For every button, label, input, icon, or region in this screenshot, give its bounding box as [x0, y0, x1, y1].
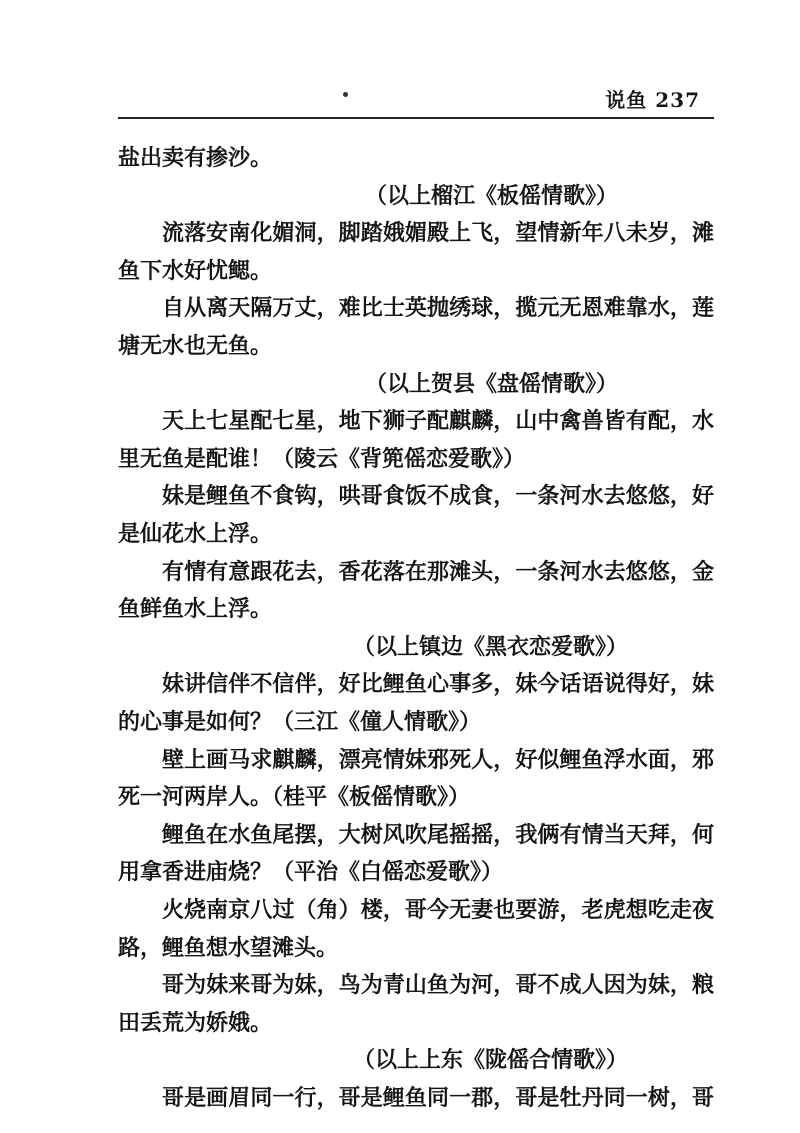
text-line: 路，鲤鱼想水望滩头。	[118, 935, 339, 961]
text-line: 妹是鲤鱼不食钩，哄哥食饭不成食，一条河水去悠悠，好	[162, 483, 714, 509]
text-line: 壁上画马求麒麟，漂亮情妹邪死人，好似鲤鱼浮水面，邪	[162, 747, 714, 773]
text-line: 田丢荒为娇娥。	[118, 1010, 273, 1036]
text-line: 自从离天隔万丈，难比士英抛绣球，揽元无恩难靠水，莲	[162, 295, 714, 321]
text-line: 鲤鱼在水鱼尾摆，大树风吹尾摇摇，我俩有情当天拜，何	[162, 822, 714, 848]
text-line: 是仙花水上浮。	[118, 521, 273, 547]
text-line: 鱼下水好忧鳃。	[118, 258, 273, 284]
source-attribution: （以上贺县《盘傜情歌》）	[364, 371, 618, 397]
text-line: 盐出卖有掺沙。	[118, 145, 273, 171]
text-line: 死一河两岸人。（桂平《板傜情歌》）	[118, 784, 471, 810]
source-attribution: （以上镇边《黑衣恋爱歌》）	[352, 634, 628, 660]
text-line: 哥是画眉同一行，哥是鲤鱼同一郡，哥是牡丹同一树，哥	[162, 1085, 714, 1111]
text-line: 妹讲信伴不信伴，好比鲤鱼心事多，妹今话语说得好，妹	[162, 671, 714, 697]
source-attribution: （以上上东《陇傜合情歌》）	[352, 1047, 628, 1073]
text-line: 火烧南京八过（角）楼，哥今无妻也要游，老虎想吃走夜	[162, 897, 714, 923]
text-line: 流落安南化媚洞，脚踏娥媚殿上飞，望情新年八未岁，滩	[162, 220, 714, 246]
text-line: 塘无水也无鱼。	[118, 333, 273, 359]
header-rule	[118, 117, 714, 119]
print-speck	[343, 92, 348, 97]
text-line: 的心事是如何？（三江《僮人情歌》）	[118, 709, 482, 735]
text-line: 哥为妹来哥为妹，鸟为青山鱼为河，哥不成人因为妹，粮	[162, 972, 714, 998]
running-header: 说鱼 237	[605, 88, 700, 112]
text-line: 鱼鲜鱼水上浮。	[118, 596, 273, 622]
text-line: 天上七星配七星，地下狮子配麒麟，山中禽兽皆有配，水	[162, 408, 714, 434]
text-line: 里无鱼是配谁！（陵云《背篼傜恋爱歌》）	[118, 446, 526, 472]
text-line: 有情有意跟花去，香花落在那滩头，一条河水去悠悠，金	[162, 559, 714, 585]
source-attribution: （以上榴江《板傜情歌》）	[364, 183, 618, 209]
text-line: 用拿香进庙烧？（平治《白傜恋爱歌》）	[118, 859, 504, 885]
